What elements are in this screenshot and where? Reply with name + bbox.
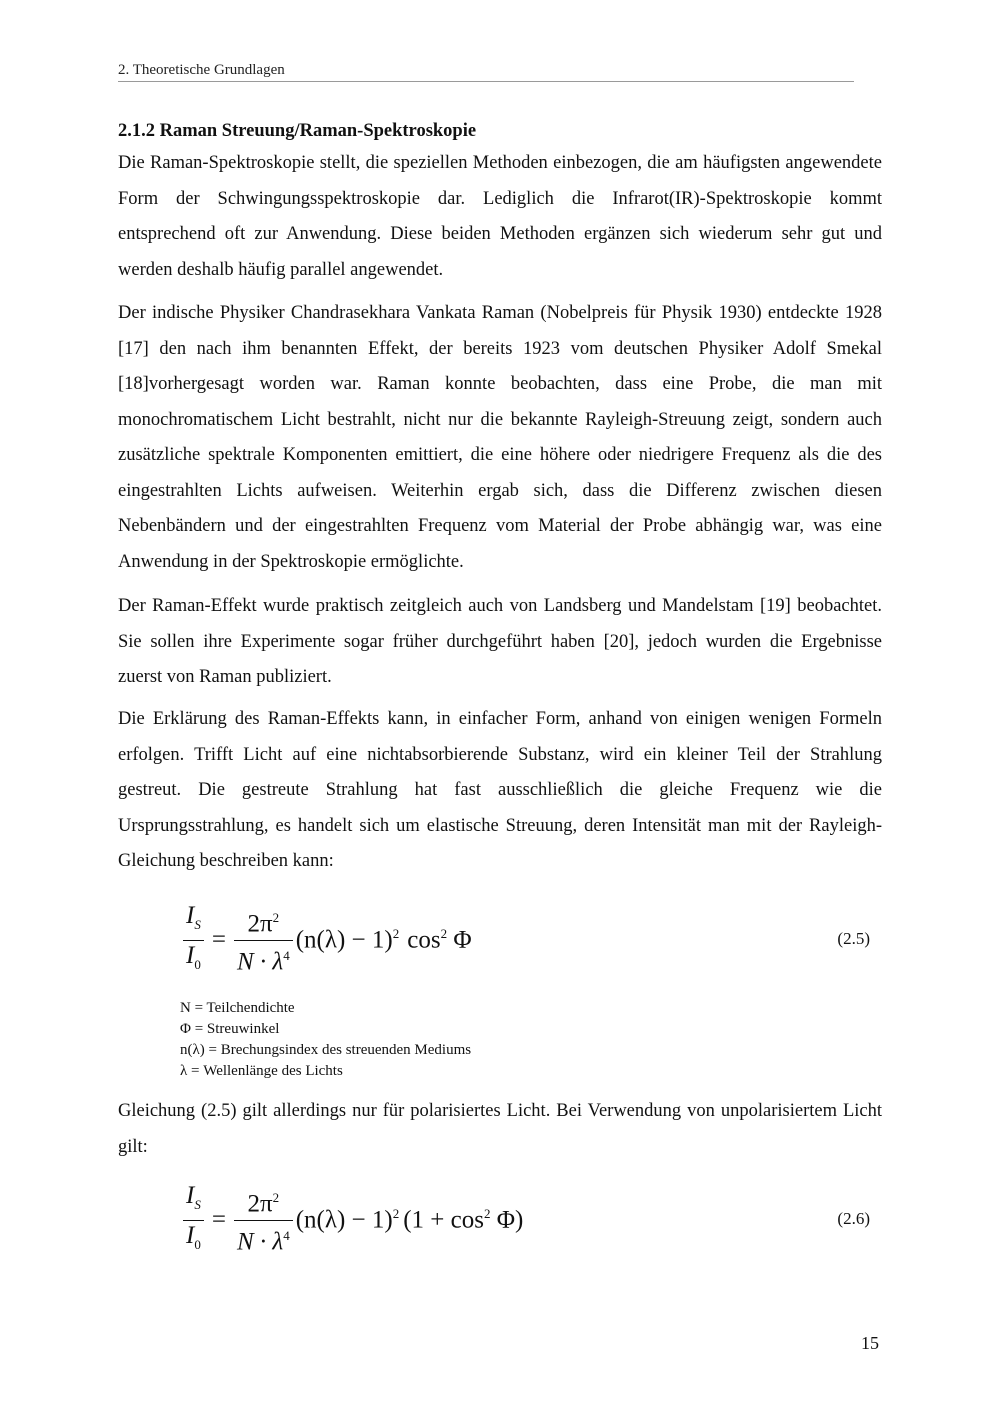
angle-symbol: Φ [447, 926, 472, 954]
superscript: 2 [392, 925, 400, 941]
rhs-numerator: 2π [247, 1190, 273, 1218]
equals-sign: = [211, 926, 226, 953]
lhs-fraction [183, 1181, 204, 1260]
intensity-incident: I [186, 941, 195, 969]
paragraph-unpolarized: Gleichung (2.5) gilt allerdings nur für polarisiertes Licht. Bei Verwendung von unpolarisiertem Licht gilt: [118, 1101, 882, 1157]
subscript-s: S [194, 1196, 201, 1212]
running-header: 2. Theoretische Grundlagen [118, 62, 285, 78]
superscript: 2 [483, 1205, 491, 1221]
superscript: 4 [283, 1227, 290, 1243]
page-number: 15 [861, 1333, 879, 1353]
paragraph-landsberg: Der Raman-Effekt wurde praktisch zeitgleich auch von Landsberg und Mandelstam [19] beobachtet. Sie sollen ihre Experimente sogar früher durchgeführt haben [20], jedoch wurden die Ergebnisse zuerst von Raman publiziert. [118, 596, 882, 687]
cos-term: (1 + cos [403, 1206, 484, 1234]
subscript-s: S [194, 916, 201, 932]
superscript: 4 [283, 947, 290, 963]
legend-item: λ = Wellenlänge des Lichts [180, 1063, 343, 1079]
intensity-incident: I [186, 1221, 195, 1249]
superscript: 2 [392, 1205, 400, 1221]
rhs-denominator: N · λ [236, 947, 284, 975]
equation-number: (2.5) [837, 929, 870, 948]
legend-item: n(λ) = Brechungsindex des streuenden Mediums [180, 1042, 472, 1058]
refractive-term [296, 926, 400, 954]
superscript: 2 [440, 925, 448, 941]
angle-symbol: Φ) [490, 1206, 524, 1234]
angle-term [407, 926, 471, 954]
legend-item: N = Teilchendichte [180, 1000, 295, 1016]
cos-term: cos [407, 926, 441, 954]
refractive-term [296, 1206, 400, 1234]
superscript: 2 [272, 1190, 280, 1206]
intensity-scattered: I [186, 901, 195, 929]
rhs-fraction [234, 903, 293, 977]
header-rule [118, 81, 854, 82]
equation-2-6 [180, 1180, 880, 1260]
subscript-0: 0 [194, 956, 201, 972]
lhs-fraction [183, 901, 204, 980]
equals-sign: = [211, 1206, 226, 1233]
rhs-numerator: 2π [247, 910, 273, 938]
equation-body [180, 900, 472, 980]
equation-2-5 [180, 900, 880, 980]
paragraph-explanation: Die Erklärung des Raman-Effekts kann, in einfacher Form, anhand von einigen wenigen Formeln erfolgen. Trifft Licht auf eine nichtabsorbierende Substanz, wird ein kleiner Teil der Strahlung gestreut. Die gestreute Strahlung hat fast ausschließlich die gleiche Frequenz wie die Ursprungsstrahlung, es handelt sich um elastische Streuung, deren Intensität man mit der Rayleigh-Gleichung beschreiben kann: [118, 709, 882, 871]
paragraph-history: Der indische Physiker Chandrasekhara Vankata Raman (Nobelpreis für Physik 1930) entdeckte 1928 [17] den nach ihm benannten Effekt, der bereits 1923 vom deutschen Physiker Adolf Smekal [18]vorhergesagt worden war. Raman konnte beobachten, dass eine Probe, die man mit monochromatischem Licht bestrahlt, nicht nur die bekannte Rayleigh-Streuung zeigt, sondern auch zusätzliche spektrale Komponenten emittiert, die eine höhere oder niedrigere Frequenz als die des eingestrahlten Lichts aufweisen. Weiterhin ergab sich, dass die Differenz zwischen diesen Nebenbändern und der eingestrahlten Frequenz vom Material der Probe abhängig war, was eine Anwendung in der Spektroskopie ermöglichte. [118, 303, 882, 572]
rhs-denominator: N · λ [236, 1227, 284, 1255]
equation-body [180, 1180, 523, 1260]
refractive-term-base: (n(λ) − 1) [295, 926, 393, 954]
angle-term [403, 1206, 523, 1234]
section-title: 2.1.2 Raman Streuung/Raman-Spektroskopie [118, 121, 477, 141]
subscript-0: 0 [194, 1236, 201, 1252]
superscript: 2 [272, 910, 280, 926]
equation-number: (2.6) [837, 1209, 870, 1228]
intensity-scattered: I [186, 1181, 195, 1209]
legend-item: Φ = Streuwinkel [180, 1021, 280, 1037]
paragraph-intro: Die Raman-Spektroskopie stellt, die speziellen Methoden einbezogen, die am häufigsten angewendete Form der Schwingungsspektroskopie dar. Lediglich die Infrarot(IR)-Spektroskopie kommt entsprechend oft zur Anwendung. Diese beiden Methoden ergänzen sich wiederum sehr gut und werden deshalb häufig parallel angewendet. [118, 153, 882, 280]
symbol-legend [180, 998, 471, 1082]
refractive-term-base: (n(λ) − 1) [295, 1206, 393, 1234]
rhs-fraction [234, 1183, 293, 1257]
